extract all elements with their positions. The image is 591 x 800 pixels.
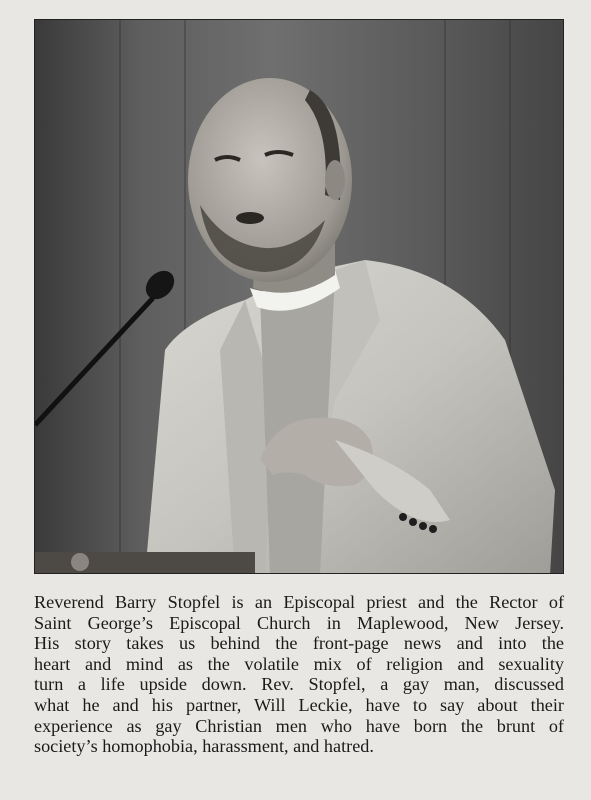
caption-line: heart and mind as the volatile mix of religion and sexuality — [34, 653, 564, 674]
caption-line: experience as gay Christian men who have born the brunt of — [34, 715, 564, 736]
caption-line: society’s homophobia, harassment, and hatred. — [34, 736, 374, 757]
caption-line: His story takes us behind the front-page news and into the — [34, 633, 564, 654]
caption-text — [34, 592, 564, 757]
podium-ornament — [71, 553, 89, 571]
portrait-illustration — [35, 20, 564, 574]
caption-line: Saint George’s Episcopal Church in Maplewood, New Jersey. — [34, 612, 564, 633]
ear — [325, 160, 345, 200]
portrait-photo — [34, 19, 564, 574]
caption-line: what he and his partner, Will Leckie, have to say about their — [34, 694, 564, 715]
caption-line: turn a life upside down. Rev. Stopfel, a gay man, discussed — [34, 674, 564, 695]
caption-line: Reverend Barry Stopfel is an Episcopal priest and the Rector of — [34, 592, 564, 612]
mouth — [236, 212, 264, 224]
podium — [35, 552, 255, 574]
